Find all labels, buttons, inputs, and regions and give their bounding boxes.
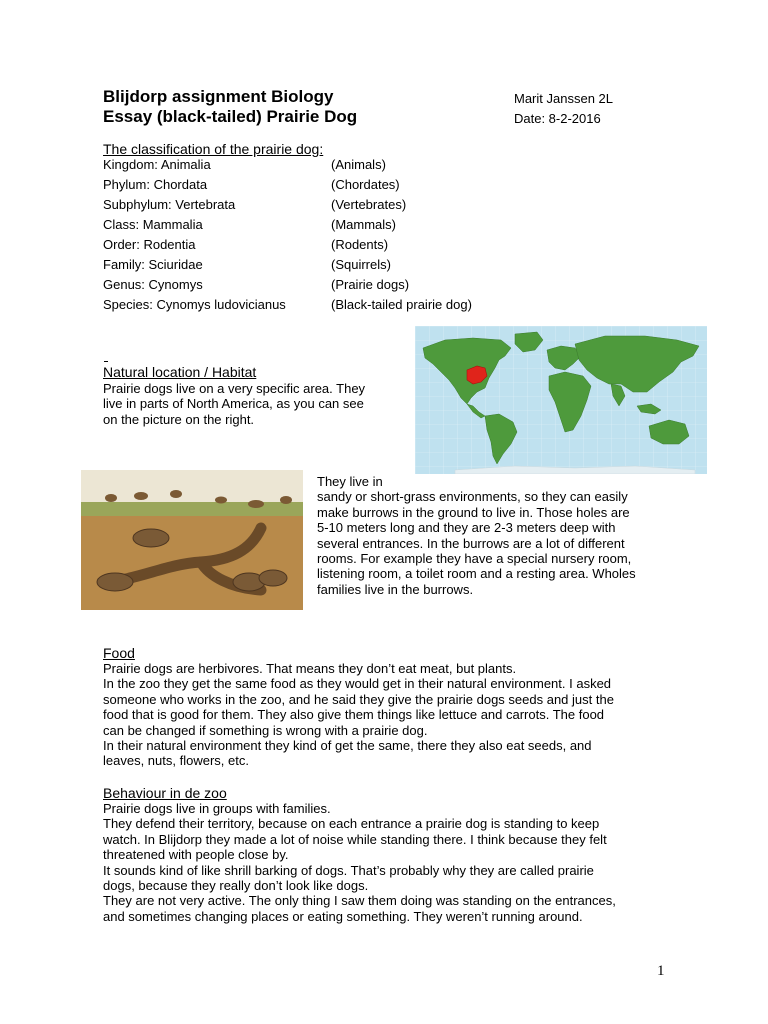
behaviour-heading: Behaviour in de zoo <box>103 785 227 801</box>
text-line: In the zoo they get the same food as they would get in their natural environment. I asked <box>103 676 612 692</box>
text-line: It sounds kind of like shrill barking of dogs. That’s probably why they are called prairie <box>103 862 594 878</box>
text-line: dogs, because they really don’t look like dogs. <box>103 878 369 894</box>
burrow-illustration-icon <box>81 470 303 610</box>
rank-label: Kingdom: Animalia <box>103 157 211 172</box>
page-number: 1 <box>657 963 665 979</box>
classification-row <box>103 195 406 215</box>
illustration-grass <box>81 502 303 518</box>
text-line: threatened with people close by. <box>103 847 289 863</box>
rank-label: Order: Rodentia <box>103 237 196 252</box>
document-title: Blijdorp assignment Biology <box>103 87 334 106</box>
classification-row <box>103 175 400 195</box>
common-name: (Rodents) <box>331 237 389 252</box>
text-line: several entrances. In the burrows are a lot of different <box>317 535 625 551</box>
author-name: Marit Janssen 2L <box>514 91 613 106</box>
text-line: sandy or short-grass environments, so they can easily <box>317 489 628 505</box>
classification-row <box>103 235 388 255</box>
common-name: (Vertebrates) <box>331 197 407 212</box>
world-map-icon <box>415 326 707 474</box>
text-line: can be changed if something is wrong with a prairie dog. <box>103 722 428 738</box>
stray-mark <box>104 361 108 362</box>
essay-title: Essay (black-tailed) Prairie Dog <box>103 107 358 126</box>
rank-label: Subphylum: Vertebrata <box>103 197 236 212</box>
classification-row <box>103 215 396 235</box>
text-line: leaves, nuts, flowers, etc. <box>103 753 249 769</box>
food-heading: Food <box>103 645 135 661</box>
text-line: 5-10 meters long and they are 2-3 meters deep with <box>317 520 616 536</box>
common-name: (Black-tailed prairie dog) <box>331 297 472 312</box>
text-line: listening room, a toilet room and a resting area. Wholes <box>317 566 636 582</box>
text-line: on the picture on the right. <box>103 411 255 427</box>
classification-row <box>103 295 472 315</box>
text-line: rooms. For example they have a special nursery room, <box>317 551 632 567</box>
text-line: Prairie dogs are herbivores. That means they don’t eat meat, but plants. <box>103 661 517 676</box>
common-name: (Chordates) <box>331 177 400 192</box>
text-line: They are not very active. The only thing I saw them doing was standing on the entrances, <box>103 893 616 909</box>
document-date: Date: 8-2-2016 <box>514 111 601 126</box>
text-line: live in parts of North America, as you can see <box>103 396 364 412</box>
text-line: Prairie dogs live on a very specific area. They <box>103 381 366 396</box>
common-name: (Squirrels) <box>331 257 391 272</box>
text-line: make burrows in the ground to live in. Those holes are <box>317 504 630 520</box>
classification-row <box>103 155 386 175</box>
text-line: food that is good for them. They also give them things like lettuce and carrots. The food <box>103 707 605 723</box>
rank-label: Genus: Cynomys <box>103 277 203 292</box>
rank-label: Family: Sciuridae <box>103 257 203 272</box>
common-name: (Animals) <box>331 157 386 172</box>
burrow-paragraph <box>317 474 677 597</box>
common-name: (Mammals) <box>331 217 396 232</box>
classification-row <box>103 275 409 295</box>
text-line: and sometimes changing places or eating something. They weren’t running around. <box>103 908 583 924</box>
behaviour-paragraph <box>103 801 683 924</box>
food-paragraph <box>103 661 683 769</box>
classification-heading: The classification of the prairie dog: <box>103 141 324 157</box>
text-line: They defend their territory, because on each entrance a prairie dog is standing to keep <box>103 816 600 832</box>
text-line: families live in the burrows. <box>317 581 474 597</box>
common-name: (Prairie dogs) <box>331 277 410 292</box>
habitat-intro <box>103 381 403 427</box>
rank-label: Species: Cynomys ludovicianus <box>103 297 286 312</box>
text-line: They live in <box>317 474 383 489</box>
text-line: watch. In Blijdorp they made a lot of noise while standing there. I think because they felt <box>103 831 607 847</box>
text-line: Prairie dogs live in groups with families. <box>103 801 331 816</box>
text-line: someone who works in the zoo, and he said they give the prairie dogs seeds and just the <box>103 691 614 707</box>
habitat-heading: Natural location / Habitat <box>103 364 257 380</box>
text-line: In their natural environment they kind of get the same, there they also eat seeds, and <box>103 738 592 754</box>
rank-label: Phylum: Chordata <box>103 177 208 192</box>
classification-row <box>103 255 391 275</box>
rank-label: Class: Mammalia <box>103 217 203 232</box>
